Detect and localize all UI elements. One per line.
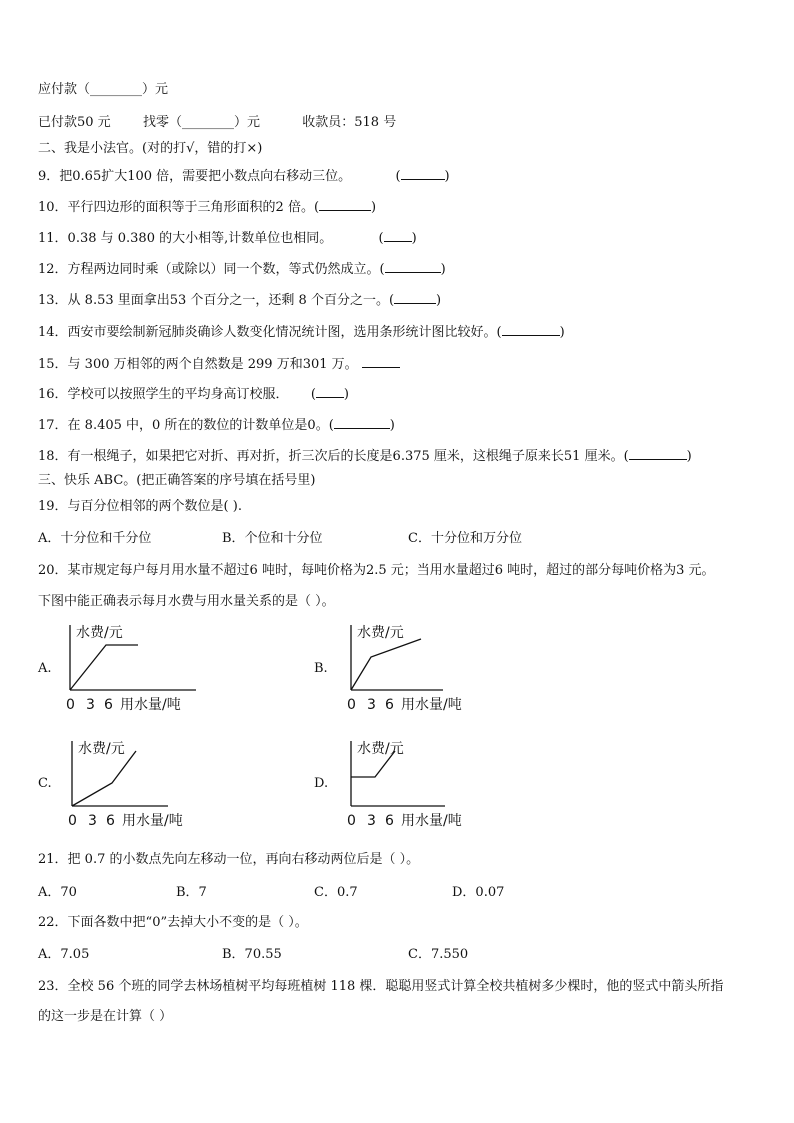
graph-tick-3: 3 bbox=[367, 697, 376, 713]
q21-option-c[interactable]: C．0.7 bbox=[314, 885, 358, 900]
q20-option-c-label[interactable]: C. bbox=[38, 776, 52, 791]
q19-option-c[interactable]: C．十分位和万分位 bbox=[408, 531, 522, 546]
graph-x-label: 用水量/吨 bbox=[401, 813, 462, 829]
q20-graph-c[interactable] bbox=[58, 733, 228, 837]
q22-stem: 22．下面各数中把“0”去掉大小不变的是（ ）。 bbox=[38, 915, 308, 930]
answer-blank[interactable]: ( ) bbox=[378, 231, 417, 246]
receipt-paid-line bbox=[38, 115, 396, 131]
graph-y-label: 水费/元 bbox=[357, 625, 404, 641]
q20-stem-line-1: 20．某市规定每户每月用水量不超过6 吨时，每吨价格为2.5 元；当用水量超过6 吨时，超过的部分每吨价格为3 元。 bbox=[38, 563, 715, 578]
tf-item-18: 18．有一根绳子，如果把它对折、再对折，折三次后的长度是6.375 厘米，这根绳子原来长51 厘米。( ) bbox=[38, 449, 692, 464]
receipt-due-line bbox=[38, 82, 168, 98]
answer-blank[interactable]: ( ) bbox=[623, 449, 692, 464]
q23-stem-line-1: 23．全校 56 个班的同学去林场植树平均每班植树 118 棵．聪聪用竖式计算全校共植树多少棵时，他的竖式中箭头所指 bbox=[38, 979, 724, 994]
graph-tick-3: 3 bbox=[86, 697, 95, 713]
q20-graph-d[interactable] bbox=[337, 733, 507, 837]
tf-item-12: 12．方程两边同时乘（或除以）同一个数，等式仍然成立。( ) bbox=[38, 262, 446, 277]
q20-stem-line-2: 下图中能正确表示每月水费与用水量关系的是（ ）。 bbox=[38, 594, 335, 609]
q20-option-a-label[interactable]: A. bbox=[38, 661, 52, 676]
section3-title: 三、快乐 ABC。(把正确答案的序号填在括号里) bbox=[38, 473, 316, 488]
tf-item-11: 11．0.38 与 0.380 的大小相等,计数单位也相同。 ( ) bbox=[38, 231, 417, 246]
q22-option-b[interactable]: B．70.55 bbox=[222, 947, 282, 962]
graph-x-label: 用水量/吨 bbox=[401, 697, 462, 713]
graph-tick-6: 6 bbox=[104, 697, 113, 713]
q21-option-a[interactable]: A．70 bbox=[38, 885, 77, 900]
q22-option-c[interactable]: C．7.550 bbox=[408, 947, 469, 962]
graph-x-label: 用水量/吨 bbox=[122, 813, 183, 829]
q20-graph-b[interactable] bbox=[337, 617, 507, 721]
answer-blank[interactable] bbox=[362, 357, 400, 372]
receipt-paid-text: 已付款50 元 bbox=[38, 115, 111, 130]
graph-y-label: 水费/元 bbox=[357, 741, 404, 757]
graph-tick-0: 0 bbox=[66, 697, 75, 713]
answer-blank[interactable]: ( ) bbox=[328, 418, 395, 433]
answer-blank[interactable]: ( ) bbox=[388, 293, 442, 308]
graph-tick-0: 0 bbox=[68, 813, 77, 829]
tf-item-17: 17．在 8.405 中，0 所在的数位的计数单位是0。( ) bbox=[38, 418, 395, 433]
graph-tick-6: 6 bbox=[106, 813, 115, 829]
answer-blank[interactable]: ( ) bbox=[379, 262, 446, 277]
q19-option-b[interactable]: B．个位和十分位 bbox=[222, 531, 323, 546]
q19-option-a[interactable]: A．十分位和千分位 bbox=[38, 531, 152, 546]
graph-x-label: 用水量/吨 bbox=[120, 697, 181, 713]
tf-item-14: 14．西安市要绘制新冠肺炎确诊人数变化情况统计图，选用条形统计图比较好。( ) bbox=[38, 325, 565, 340]
graph-tick-0: 0 bbox=[347, 697, 356, 713]
q20-graph-a[interactable] bbox=[56, 617, 226, 721]
graph-y-label: 水费/元 bbox=[78, 741, 125, 757]
receipt-cashier-text: 收款员：518 号 bbox=[302, 115, 397, 130]
q21-option-b[interactable]: B．7 bbox=[176, 885, 207, 900]
tf-item-15: 15．与 300 万相邻的两个自然数是 299 万和301 万。 bbox=[38, 355, 400, 373]
receipt-change-text: 找零（________）元 bbox=[142, 115, 260, 130]
answer-blank[interactable]: ( ) bbox=[395, 169, 450, 184]
q22-option-a[interactable]: A．7.05 bbox=[38, 947, 90, 962]
graph-tick-0: 0 bbox=[347, 813, 356, 829]
q23-stem-line-2: 的这一步是在计算（ ） bbox=[38, 1009, 173, 1024]
tf-item-16: 16．学校可以按照学生的平均身高订校服． ( ) bbox=[38, 387, 349, 402]
graph-tick-6: 6 bbox=[385, 813, 394, 829]
q21-option-d[interactable]: D．0.07 bbox=[452, 885, 505, 900]
graph-tick-6: 6 bbox=[385, 697, 394, 713]
answer-blank[interactable]: ( ) bbox=[496, 325, 565, 340]
q20-option-b-label[interactable]: B. bbox=[314, 661, 328, 676]
receipt-due-text: 应付款（________）元 bbox=[38, 82, 169, 97]
answer-blank[interactable]: ( ) bbox=[313, 200, 377, 215]
graph-tick-3: 3 bbox=[88, 813, 97, 829]
graph-y-label: 水费/元 bbox=[76, 625, 123, 641]
tf-item-9: 9．把0.65扩大100 倍，需要把小数点向右移动三位。 ( ) bbox=[38, 169, 450, 184]
q19-stem: 19．与百分位相邻的两个数位是( ). bbox=[38, 499, 242, 514]
q20-option-d-label[interactable]: D. bbox=[314, 776, 329, 791]
answer-blank[interactable]: ( ) bbox=[310, 387, 349, 402]
tf-item-10: 10．平行四边形的面积等于三角形面积的2 倍。( ) bbox=[38, 200, 377, 215]
graph-tick-3: 3 bbox=[367, 813, 376, 829]
tf-item-13: 13．从 8.53 里面拿出53 个百分之一，还剩 8 个百分之一。( ) bbox=[38, 293, 442, 308]
q21-stem: 21．把 0.7 的小数点先向左移动一位，再向右移动两位后是（ ）。 bbox=[38, 852, 420, 867]
section2-title: 二、我是小法官。(对的打√，错的打×) bbox=[38, 141, 263, 156]
